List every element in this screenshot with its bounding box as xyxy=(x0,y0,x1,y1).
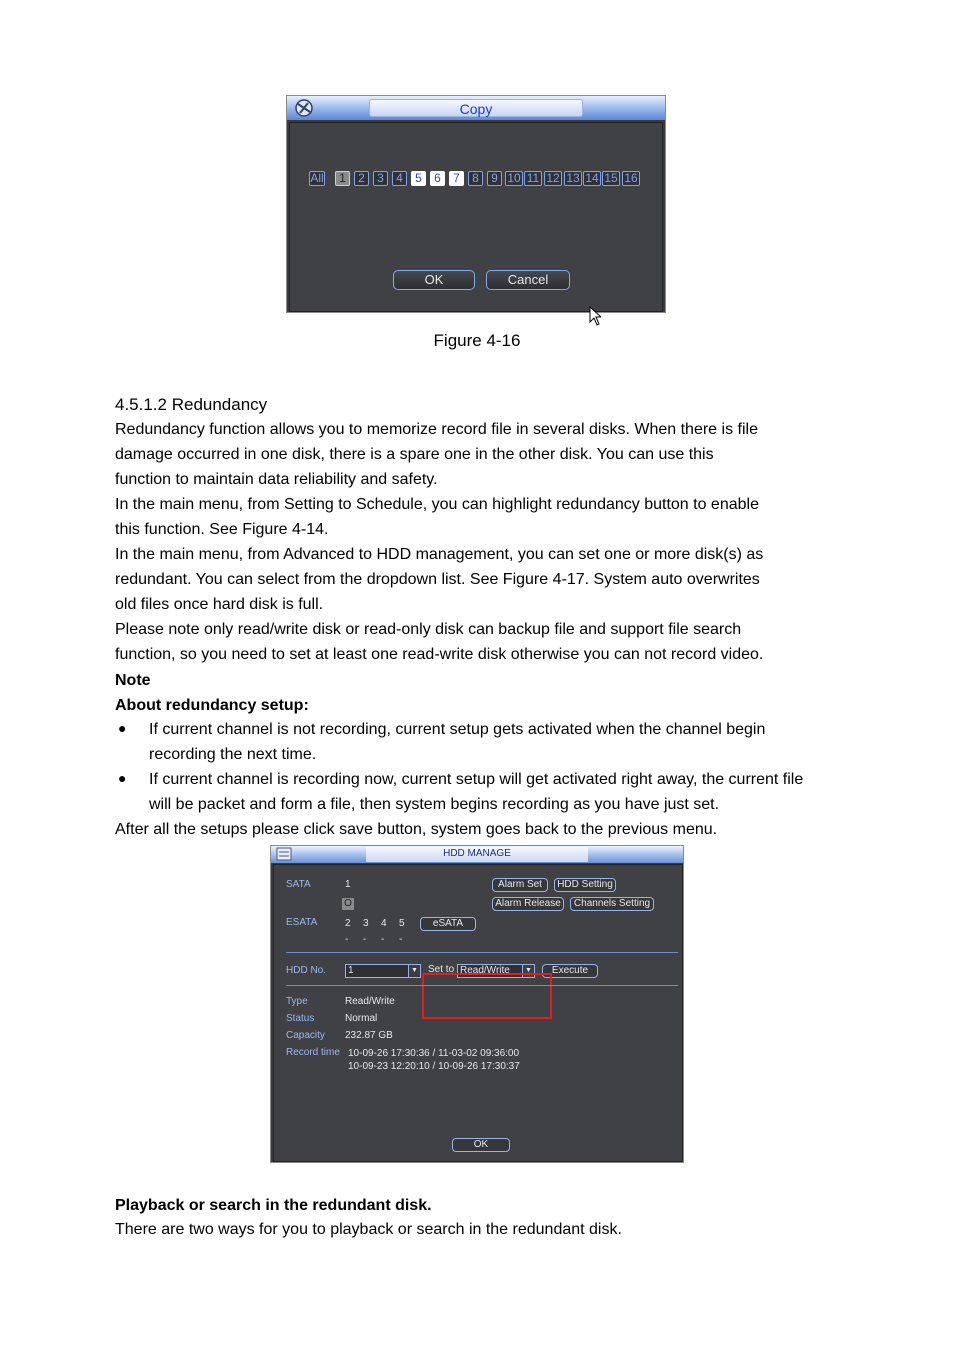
record-time-label: Record time xyxy=(286,1047,340,1058)
channel-checkbox[interactable]: 11 xyxy=(524,171,542,186)
channels-setting-button[interactable]: Channels Setting xyxy=(570,897,654,911)
copy-dialog xyxy=(286,95,666,313)
logo-icon xyxy=(293,98,315,118)
figure-caption: Figure 4-16 xyxy=(433,331,521,350)
note-subheading: About redundancy setup: xyxy=(115,697,309,714)
execute-button[interactable]: Execute xyxy=(542,964,598,978)
set-to-value: Read/Write xyxy=(460,965,510,976)
channel-checkbox[interactable]: 9 xyxy=(487,171,502,186)
paragraph-line: redundant. You can select from the dropdown list. See Figure 4-17. System auto overwrites xyxy=(115,571,760,588)
esata-number: 5 xyxy=(399,918,405,929)
chevron-down-icon: ▼ xyxy=(408,965,420,977)
paragraph-line: In the main menu, from Setting to Schedule, you can highlight redundancy button to enable xyxy=(115,496,759,513)
copy-titlebar xyxy=(287,96,665,120)
channel-checkbox[interactable]: 7 xyxy=(449,171,464,186)
esata-number: 2 xyxy=(345,918,351,929)
hdd-no-select[interactable] xyxy=(345,964,421,978)
channel-checkbox[interactable]: 3 xyxy=(373,171,388,186)
sata-label: SATA xyxy=(286,879,311,890)
channel-checkbox[interactable]: 1 xyxy=(335,171,350,186)
sata-number: 1 xyxy=(345,879,351,890)
paragraph-line: function, so you need to set at least one read-write disk otherwise you can not record video. xyxy=(115,646,764,663)
hdd-icon xyxy=(275,846,293,862)
hdd-no-label: HDD No. xyxy=(286,965,327,976)
esata-button[interactable]: eSATA xyxy=(420,917,476,931)
esata-status: - xyxy=(399,934,403,945)
paragraph-line: old files once hard disk is full. xyxy=(115,596,324,613)
bullet-icon: ● xyxy=(118,770,127,786)
paragraph-line: damage occurred in one disk, there is a spare one in the other disk. You can use this xyxy=(115,446,714,463)
bullet-icon: ● xyxy=(118,720,127,736)
esata-status: - xyxy=(363,934,367,945)
paragraph-line: In the main menu, from Advanced to HDD management, you can set one or more disk(s) as xyxy=(115,546,764,563)
esata-number: 4 xyxy=(381,918,387,929)
status-label: Status xyxy=(286,1013,315,1024)
channel-checkbox[interactable]: 4 xyxy=(392,171,407,186)
divider xyxy=(286,985,678,986)
type-value: Read/Write xyxy=(345,996,395,1007)
mouse-cursor-icon xyxy=(589,306,601,326)
paragraph-line: Please note only read/write disk or read-only disk can backup file and support file search xyxy=(115,621,742,638)
dialog-title: Copy xyxy=(459,101,493,117)
ok-button[interactable]: OK xyxy=(393,270,475,290)
esata-status: - xyxy=(345,934,349,945)
hdd-body xyxy=(273,864,683,1162)
cancel-button[interactable]: Cancel xyxy=(486,270,570,290)
divider xyxy=(286,952,678,953)
highlight-box xyxy=(422,973,552,1019)
channel-checkbox[interactable]: 12 xyxy=(544,171,562,186)
channel-checkbox[interactable]: 15 xyxy=(602,171,620,186)
chevron-down-icon: ▼ xyxy=(522,965,534,977)
ok-button[interactable]: OK xyxy=(452,1138,510,1152)
channel-checkbox[interactable]: 8 xyxy=(468,171,483,186)
esata-label: ESATA xyxy=(286,917,318,928)
playback-heading: Playback or search in the redundant disk. xyxy=(115,1197,432,1214)
esata-number: 3 xyxy=(363,918,369,929)
capacity-label: Capacity xyxy=(286,1030,325,1041)
paragraph-line: There are two ways for you to playback or search in the redundant disk. xyxy=(115,1221,622,1238)
sata-status[interactable]: O xyxy=(342,898,354,910)
hdd-manage-dialog xyxy=(270,845,684,1163)
hdd-title-pill xyxy=(366,847,588,862)
paragraph-line: this function. See Figure 4-14. xyxy=(115,521,329,538)
status-value: Normal xyxy=(345,1013,378,1024)
alarm-set-button[interactable]: Alarm Set xyxy=(492,878,548,892)
dialog-title: HDD MANAGE xyxy=(443,848,511,859)
channel-checkbox[interactable]: 13 xyxy=(564,171,582,186)
record-time-value: 10-09-26 17:30:36 / 11-03-02 09:36:00 xyxy=(348,1048,520,1059)
bullet-text: will be packet and form a file, then system begins recording as you have just set. xyxy=(149,796,720,813)
record-time-value: 10-09-23 12:20:10 / 10-09-26 17:30:37 xyxy=(348,1061,520,1072)
paragraph-line: After all the setups please click save button, system goes back to the previous menu. xyxy=(115,821,718,838)
channel-checkbox[interactable]: 5 xyxy=(411,171,426,186)
channel-checkbox[interactable]: 16 xyxy=(622,171,640,186)
capacity-value: 232.87 GB xyxy=(345,1030,393,1041)
set-to-label: Set to xyxy=(428,964,455,975)
channel-checkbox[interactable]: 10 xyxy=(505,171,523,186)
bullet-text: If current channel is not recording, current setup gets activated when the channel begin xyxy=(149,721,766,738)
channel-checkbox[interactable]: 14 xyxy=(583,171,601,186)
hdd-titlebar xyxy=(271,846,683,863)
channel-checkbox[interactable]: 2 xyxy=(354,171,369,186)
esata-status: - xyxy=(381,934,385,945)
paragraph-line: Redundancy function allows you to memorize record file in several disks. When there is file xyxy=(115,421,758,438)
channel-checkbox[interactable]: 6 xyxy=(430,171,445,186)
note-label: Note xyxy=(115,672,151,689)
copy-title-pill xyxy=(369,99,583,117)
bullet-text: recording the next time. xyxy=(149,746,317,763)
hdd-no-value: 1 xyxy=(348,965,354,976)
type-label: Type xyxy=(286,996,308,1007)
channel-all-checkbox[interactable]: All xyxy=(310,171,324,185)
copy-body xyxy=(289,122,663,312)
section-heading: 4.5.1.2 Redundancy xyxy=(115,395,268,414)
alarm-release-button[interactable]: Alarm Release xyxy=(492,897,564,911)
bullet-text: If current channel is recording now, current setup will get activated right away, the current file xyxy=(149,771,804,788)
hdd-setting-button[interactable]: HDD Setting xyxy=(554,878,616,892)
paragraph-line: function to maintain data reliability and safety. xyxy=(115,471,438,488)
